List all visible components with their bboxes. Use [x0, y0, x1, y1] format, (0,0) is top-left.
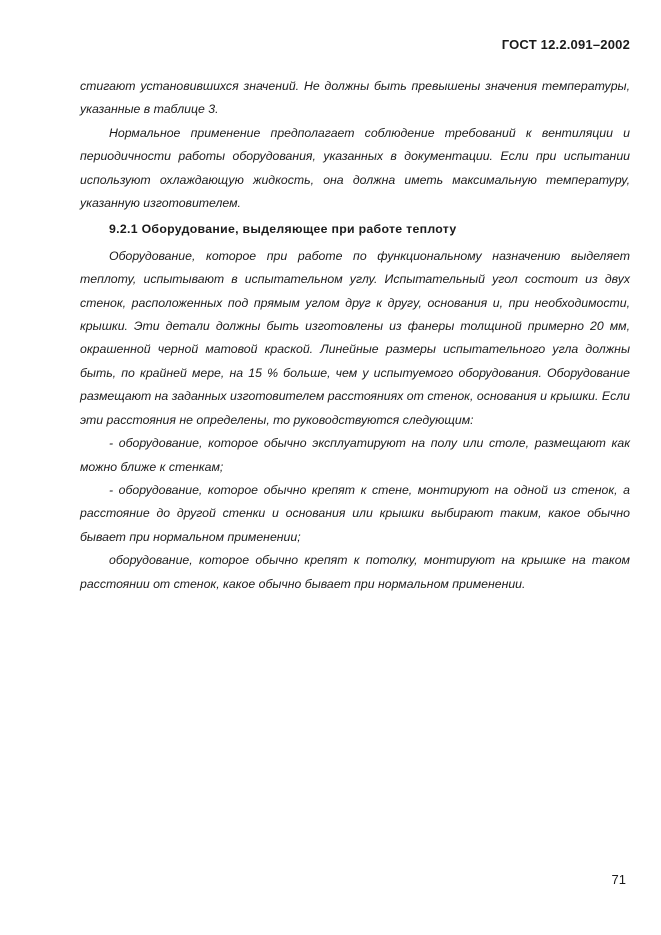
page-number: 71: [611, 872, 626, 887]
list-item-floor-equipment: - оборудование, которое обычно эксплуатируют на полу или столе, размещают как можно ближе к стенкам;: [80, 436, 630, 474]
paragraph-continued: стигают установившихся значений. Не должны быть превышены значения температуры, указанные в таблице 3.: [80, 79, 630, 117]
paragraph-normal-use: Нормальное применение предполагает соблюдение требований к вентиляции и периодичности работы оборудования, указанных в документации. Если при испытании используют охлаждающую жидкость, она должна иметь максимальную температуру, указанную изготовителем.: [80, 125, 630, 211]
page-body: [80, 75, 630, 596]
document-code-header: ГОСТ 12.2.091–2002: [501, 37, 630, 52]
paragraph-test-corner: Оборудование, которое при работе по функциональному назначению выделяет теплоту, испытывают в испытательном углу. Испытательный угол состоит из двух стенок, расположенных под прямым углом друг к другу, основания и, при необходимости, крышки. Эти детали должны быть изготовлены из фанеры толщиной примерно 20 мм, окрашенной черной матовой краской. Линейные размеры испытательного угла должны быть, по крайней мере, на 15 % больше, чем у испытуемого оборудования. Оборудование размещают на заданных изготовителем расстояниях от стенок, основания и крышки. Если эти расстояния не определены, то руководствуются следующим:: [80, 248, 630, 427]
list-item-wall-equipment: - оборудование, которое обычно крепят к стене, монтируют на одной из стенок, а расстояние до другой стенки и основания или крышки выбирают таким, какое обычно бывает при нормальном применении;: [80, 482, 630, 544]
section-heading: 9.2.1 Оборудование, выделяющее при работе теплоту: [109, 222, 457, 237]
list-item-ceiling-equipment: оборудование, которое обычно крепят к потолку, монтируют на крышке на таком расстоянии от стенок, какое обычно бывает при нормальном применении.: [80, 553, 630, 591]
